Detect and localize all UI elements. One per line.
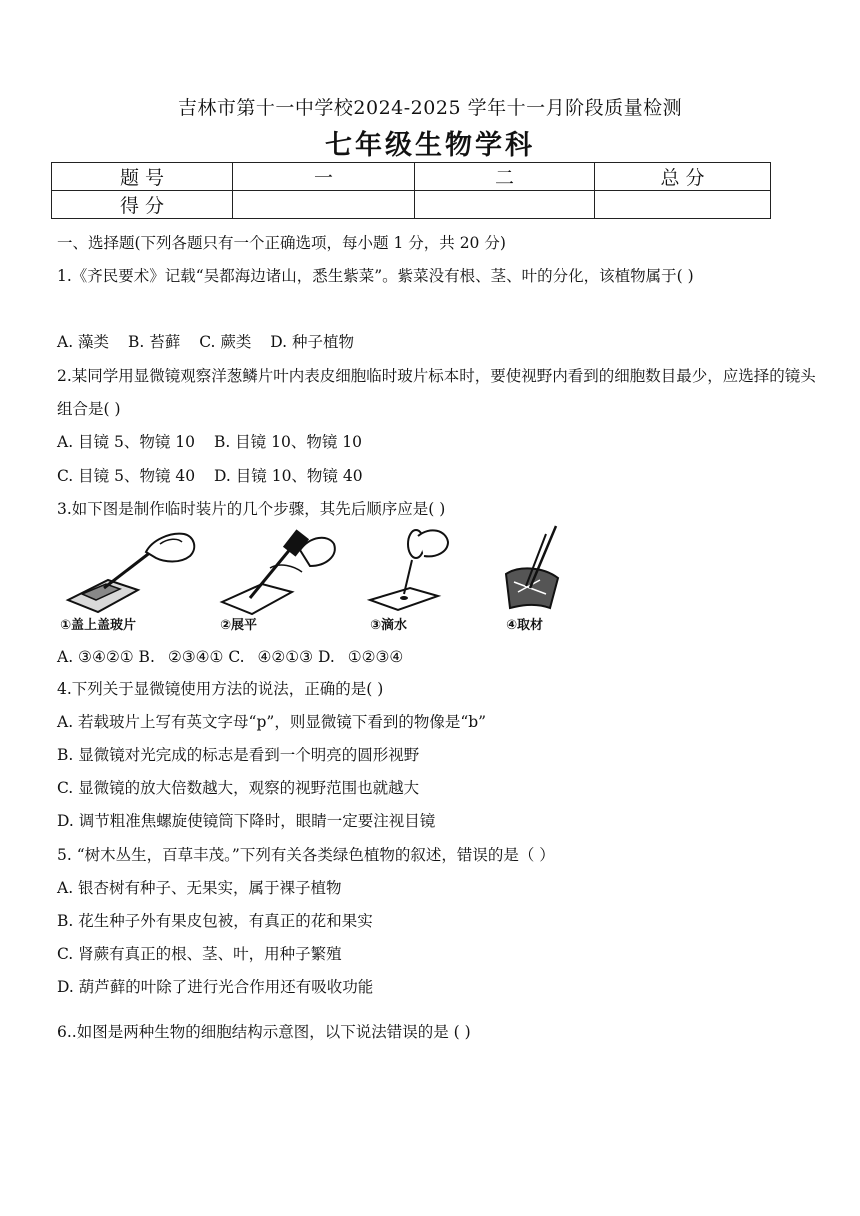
cover-slip-illustration: [60, 522, 200, 617]
page-header: 吉林市第十一中学校2024-2025 学年十一月阶段质量检测: [177, 97, 683, 119]
option[interactable]: D. 目镜 10、物镜 40: [214, 467, 363, 485]
step-label: ①盖上盖玻片: [60, 618, 137, 633]
step-label: ③滴水: [370, 618, 408, 633]
score-table-row: [52, 191, 771, 219]
step-label: ②展平: [220, 618, 258, 633]
option[interactable]: D. 调节粗准焦螺旋使镜筒下降时，眼睛一定要注视目镜: [57, 812, 436, 830]
score-table-cell: 得 分: [52, 191, 233, 219]
question-stem: 2.某同学用显微镜观察洋葱鳞片叶内表皮细胞临时玻片标本时，要使视野内看到的细胞数目最少，应选择的镜头组合是( ): [57, 367, 816, 418]
question-stem: 6..如图是两种生物的细胞结构示意图，以下说法错误的是 ( ): [57, 1023, 471, 1041]
score-input-cell[interactable]: [233, 191, 415, 219]
option[interactable]: ①②③④: [347, 648, 404, 666]
score-table-cell: 总 分: [595, 163, 771, 191]
option[interactable]: ④②①③ D.: [257, 648, 335, 666]
option[interactable]: A. 若载玻片上写有英文字母“p”，则显微镜下看到的物像是“b”: [57, 713, 487, 731]
score-table-row: [52, 163, 771, 191]
question-stem: 1.《齐民要术》记载“吴都海边诸山，悉生紫菜”。紫菜没有根、茎、叶的分化，该植物属于( ): [57, 267, 694, 285]
option[interactable]: B. 苔藓: [128, 333, 181, 351]
option[interactable]: D. 种子植物: [270, 333, 355, 351]
option[interactable]: C. 蕨类: [199, 333, 252, 351]
option[interactable]: B. 目镜 10、物镜 10: [213, 433, 362, 451]
option[interactable]: A. 目镜 5、物镜 10: [57, 433, 195, 451]
slide-preparation-figure: [60, 522, 570, 637]
step-label: ④取材: [506, 618, 544, 633]
option[interactable]: C. 显微镜的放大倍数越大，观察的视野范围也就越大: [57, 779, 420, 797]
page-title: 七年级生物学科: [325, 130, 535, 161]
score-table-cell: 一: [233, 163, 415, 191]
score-input-cell[interactable]: [415, 191, 595, 219]
flatten-illustration: [210, 522, 340, 617]
option[interactable]: A. 藻类: [57, 333, 110, 351]
score-table-cell: 题 号: [52, 163, 233, 191]
question-stem: 5. “树木丛生，百草丰茂。”下列有关各类绿色植物的叙述，错误的是（ ）: [57, 846, 555, 864]
question-options: [57, 647, 417, 667]
question-stem: 3.如下图是制作临时装片的几个步骤，其先后顺序应是( ): [57, 500, 446, 518]
score-input-cell[interactable]: [595, 191, 771, 219]
question-stem: 4.下列关于显微镜使用方法的说法，正确的是( ): [57, 680, 384, 698]
option[interactable]: B. 显微镜对光完成的标志是看到一个明亮的圆形视野: [57, 746, 420, 764]
option[interactable]: B. 花生种子外有果皮包被，有真正的花和果实: [57, 912, 373, 930]
option[interactable]: ②③④① C.: [167, 648, 245, 666]
take-material-illustration: [500, 522, 570, 617]
score-table-cell: 二: [415, 163, 595, 191]
section-heading: 一、选择题(下列各题只有一个正确选项，每小题 1 分，共 20 分): [57, 234, 506, 252]
score-table: [51, 162, 771, 219]
option[interactable]: C. 肾蕨有真正的根、茎、叶，用种子繁殖: [57, 945, 342, 963]
option[interactable]: A. 银杏树有种子、无果实，属于裸子植物: [57, 879, 342, 897]
question-options: [57, 466, 377, 486]
question-options: [57, 332, 368, 352]
drip-water-illustration: [360, 522, 460, 617]
option[interactable]: D. 葫芦藓的叶除了进行光合作用还有吸收功能: [57, 978, 374, 996]
option[interactable]: A. ③④②① B.: [57, 648, 155, 666]
question-options: [57, 432, 376, 452]
option[interactable]: C. 目镜 5、物镜 40: [57, 467, 196, 485]
